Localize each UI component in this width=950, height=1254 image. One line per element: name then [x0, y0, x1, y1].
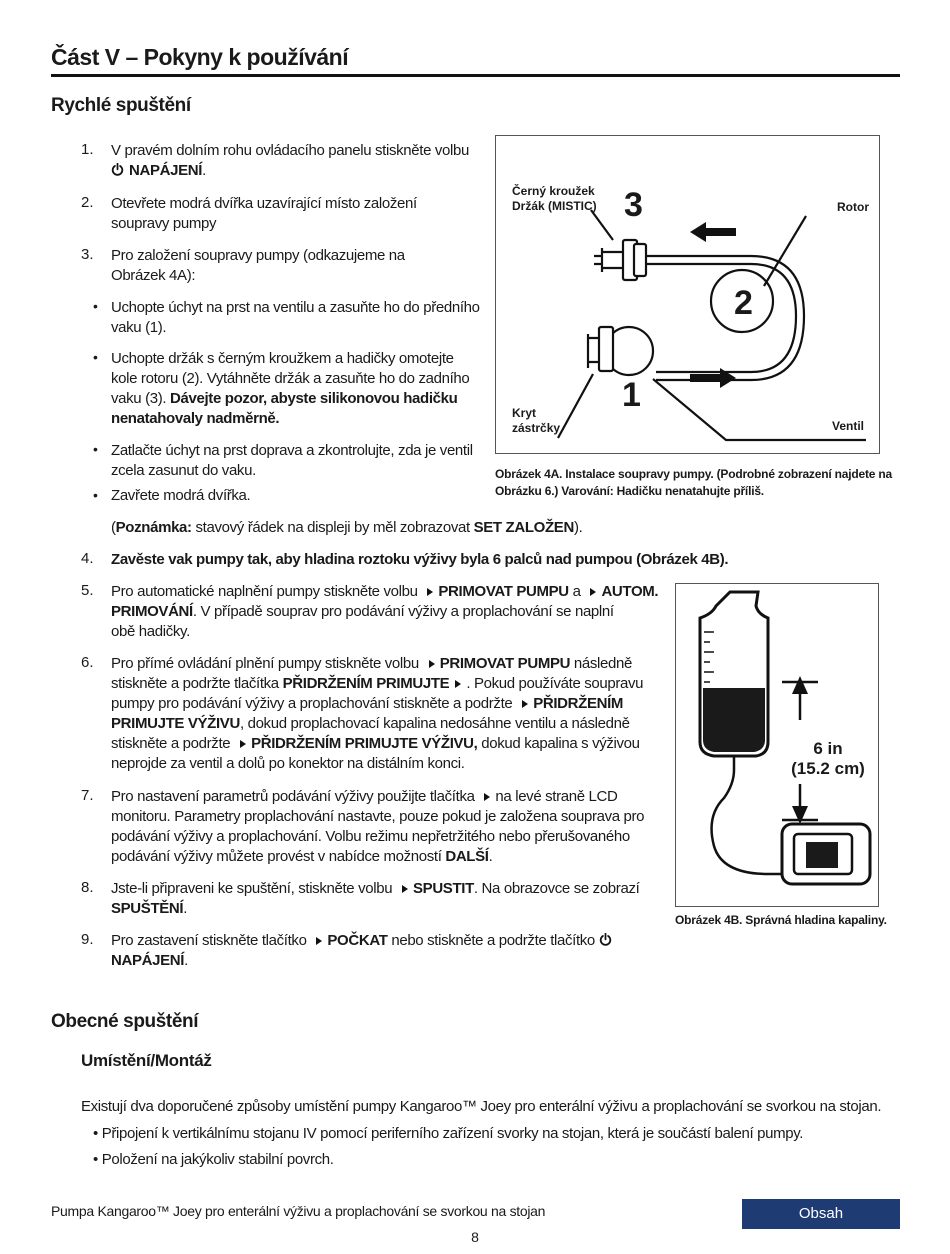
arrow-right-icon	[522, 700, 528, 708]
number-2: 2	[734, 284, 753, 322]
figure-4b	[675, 583, 879, 907]
bullet-marker: •	[93, 349, 98, 365]
step-3-number: 3.	[81, 246, 94, 263]
height-label: 6 in (15.2 cm)	[791, 739, 865, 778]
step-6-text: Pro přímé ovládání plnění pumpy stiskněte volbu PRIMOVAT PUMPU následně stiskněte a podržte tlačítka PŘIDRŽENÍM PRIMUJTE . Pokud používáte soupravu pumpy pro podávání výživy a proplachování stiskněte a podržte PŘIDRŽENÍM PRIMUJTE VÝŽIVU, dokud proplachovací kapalina nedosáhne ventilu a následně stiskněte a podržte PŘIDRŽENÍM PRIMUJTE VÝŽIVU, dokud kapalina s výživou neprojde za ventil a dolů po konektor na distálním konci.	[111, 655, 644, 772]
arrow-left-icon	[690, 222, 736, 242]
number-3: 3	[624, 186, 643, 224]
bullet-marker: •	[93, 441, 98, 457]
heading-quick-start: Rychlé spuštění	[51, 95, 191, 116]
step-2-number: 2.	[81, 194, 94, 211]
step-9-number: 9.	[81, 931, 94, 948]
step-4-number: 4.	[81, 550, 94, 567]
step-7-text: Pro nastavení parametrů podávání výživy použijte tlačítka na levé straně LCD monitoru. Parametry proplachování nastavte, pouze pokud je založena souprava pro podávání výživy a proplachování. Volbu režimu nepřetržitého nebo přerušovaného podávání výživy můžete provést v nabídce možností DALŠÍ.	[111, 788, 645, 865]
step-4-text: Zavěste vak pumpy tak, aby hladina roztoku výživy byla 6 palců nad pumpou (Obrázek 4B).	[111, 551, 729, 568]
bullet-marker: •	[93, 487, 98, 503]
bullet-marker: •	[93, 298, 98, 314]
arrow-down-icon	[792, 806, 808, 824]
section-title: Část V – Pokyny k používání	[51, 44, 349, 70]
step-5-text: Pro automatické naplnění pumpy stiskněte volbu PRIMOVAT PUMPU a AUTOM. PRIMOVÁNÍ. V případě souprav pro podávání výživy a proplachování se naplní obě hadičky.	[111, 583, 659, 640]
label-valve: Ventil	[832, 419, 865, 433]
step-1-text: V pravém dolním rohu ovládacího panelu stiskněte volbu NAPÁJENÍ.	[111, 142, 469, 179]
bullet-b: Uchopte držák s černým kroužkem a hadičky omotejte kole rotoru (2). Vytáhněte držák a zasuňte ho do zadního vaku (3). Dávejte pozor, abyste silikonovou hadičku nenatahovaly nadměrně.	[111, 350, 470, 427]
contents-button[interactable]: Obsah	[742, 1199, 900, 1229]
step-8-number: 8.	[81, 879, 94, 896]
label-cover: Kryt zástrčky	[512, 406, 561, 435]
arrow-right-icon	[402, 885, 408, 893]
bullet-d: Zavřete modrá dvířka.	[111, 487, 251, 504]
step-2-text: Otevřete modrá dvířka uzavírající místo založení soupravy pumpy	[111, 195, 417, 232]
heading-placement: Umístění/Montáž	[81, 1051, 212, 1070]
step-6-number: 6.	[81, 654, 94, 671]
step-3-text: Pro založení soupravy pumpy (odkazujeme na Obrázek 4A):	[111, 247, 405, 284]
note-line: (Poznámka: stavový řádek na displeji by měl zobrazovat SET ZALOŽEN).	[111, 519, 583, 536]
placement-bullet-1: • Připojení k vertikálnímu stojanu IV pomocí periferního zařízení svorky na stojan, která je součástí balení pumpy.	[93, 1125, 804, 1142]
arrow-up-icon	[792, 676, 808, 694]
figure-4a-caption: Obrázek 4A. Instalace soupravy pumpy. (Podrobné zobrazení najdete na Obrázku 6.) Varování: Hadičku nenatahujte příliš.	[495, 467, 892, 498]
arrow-right-icon	[590, 588, 596, 596]
power-icon	[599, 933, 612, 946]
step-8-text: Jste-li připraveni ke spuštění, stiskněte volbu SPUSTIT. Na obrazovce se zobrazí SPUŠTĚNÍ.	[111, 880, 640, 917]
placement-bullet-2: • Položení na jakýkoliv stabilní povrch.	[93, 1151, 334, 1168]
bullet-c: Zatlačte úchyt na prst doprava a zkontrolujte, zda je ventil zcela zasunut do vaku.	[111, 442, 473, 479]
placement-intro: Existují dva doporučené způsoby umístění pumpy Kangaroo™ Joey pro enterální výživu a proplachování se svorkou na stojan.	[81, 1098, 882, 1115]
step-9-text: Pro zastavení stiskněte tlačítko POČKAT nebo stiskněte a podržte tlačítko NAPÁJENÍ.	[111, 931, 671, 971]
step-7-number: 7.	[81, 787, 94, 804]
arrow-right-icon	[429, 660, 435, 668]
arrow-right-icon	[484, 793, 490, 801]
footer-product: Pumpa Kangaroo™ Joey pro enterální výživu a proplachování se svorkou na stojan	[51, 1203, 546, 1219]
arrow-right-icon	[455, 680, 461, 688]
arrow-right-icon	[316, 937, 322, 945]
bullet-a: Uchopte úchyt na prst na ventilu a zasuňte ho do předního vaku (1).	[111, 299, 480, 336]
arrow-right-icon	[240, 740, 246, 748]
title-rule	[51, 74, 900, 77]
label-rotor: Rotor	[837, 200, 869, 214]
page-number: 8	[471, 1229, 479, 1245]
step-5-number: 5.	[81, 582, 94, 599]
power-icon	[111, 163, 124, 176]
label-ring: Černý kroužek Držák (MISTIC)	[512, 184, 597, 213]
number-1: 1	[622, 376, 641, 414]
heading-general-start: Obecné spuštění	[51, 1011, 199, 1032]
arrow-right-icon	[427, 588, 433, 596]
figure-4b-caption: Obrázek 4B. Správná hladina kapaliny.	[675, 913, 887, 927]
step-1-number: 1.	[81, 141, 94, 158]
figure-4a	[495, 135, 880, 454]
